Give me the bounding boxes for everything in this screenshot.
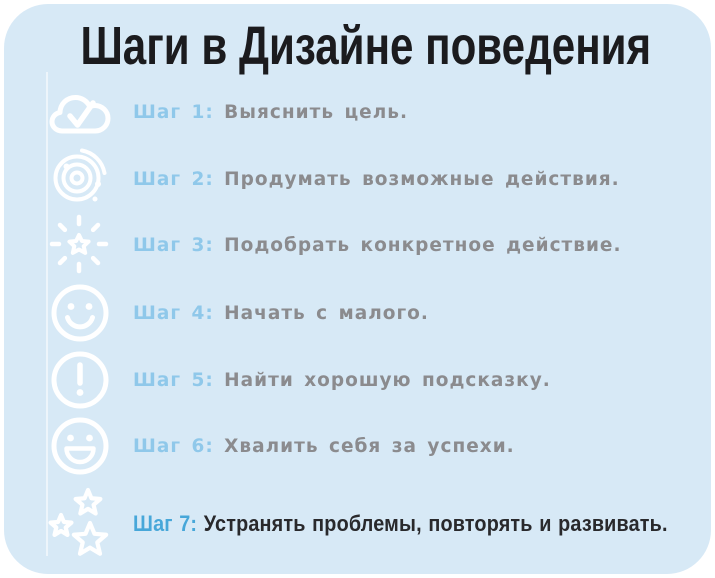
step-label: Шаг 5: xyxy=(133,369,214,391)
step-row-3 xyxy=(48,213,622,277)
step-text: Найти хорошую подсказку. xyxy=(224,369,551,391)
page-title xyxy=(0,14,715,78)
step-row-5 xyxy=(48,348,551,412)
step-text: Начать с малого. xyxy=(224,302,429,324)
step-1-text-line xyxy=(133,102,408,123)
step-label: Шаг 1: xyxy=(133,101,214,123)
step-4-text-line xyxy=(133,303,429,324)
step-row-7 xyxy=(48,486,715,562)
step-text: Хвалить себя за успехи. xyxy=(224,435,515,457)
smile-face-icon xyxy=(48,281,112,345)
step-label: Шаг 6: xyxy=(133,435,214,457)
orbit-circles-icon xyxy=(48,147,112,211)
step-label: Шаг 2: xyxy=(133,168,214,190)
step-7-text-line xyxy=(133,511,668,537)
step-label: Шаг 7: xyxy=(133,511,198,536)
step-row-2 xyxy=(48,147,620,211)
step-text: Продумать возможные действия. xyxy=(224,168,620,190)
sparkle-star-icon xyxy=(48,213,112,277)
step-row-1 xyxy=(48,80,408,144)
cloud-check-icon xyxy=(48,80,112,144)
step-label: Шаг 4: xyxy=(133,302,214,324)
three-stars-icon xyxy=(48,486,112,562)
step-3-text-line xyxy=(133,235,622,256)
page-title-text: Шаги в Дизайне поведения xyxy=(80,16,652,76)
step-row-4 xyxy=(48,281,429,345)
grin-face-icon xyxy=(48,414,112,478)
step-text: Подобрать конкретное действие. xyxy=(224,234,622,256)
step-2-text-line xyxy=(133,169,620,190)
step-text: Выяснить цель. xyxy=(224,101,408,123)
step-row-6 xyxy=(48,414,515,478)
step-5-text-line xyxy=(133,370,551,391)
exclamation-circle-icon xyxy=(48,348,112,412)
step-text: Устранять проблемы, повторять и развивать. xyxy=(203,511,668,536)
step-label: Шаг 3: xyxy=(133,234,214,256)
step-6-text-line xyxy=(133,436,515,457)
